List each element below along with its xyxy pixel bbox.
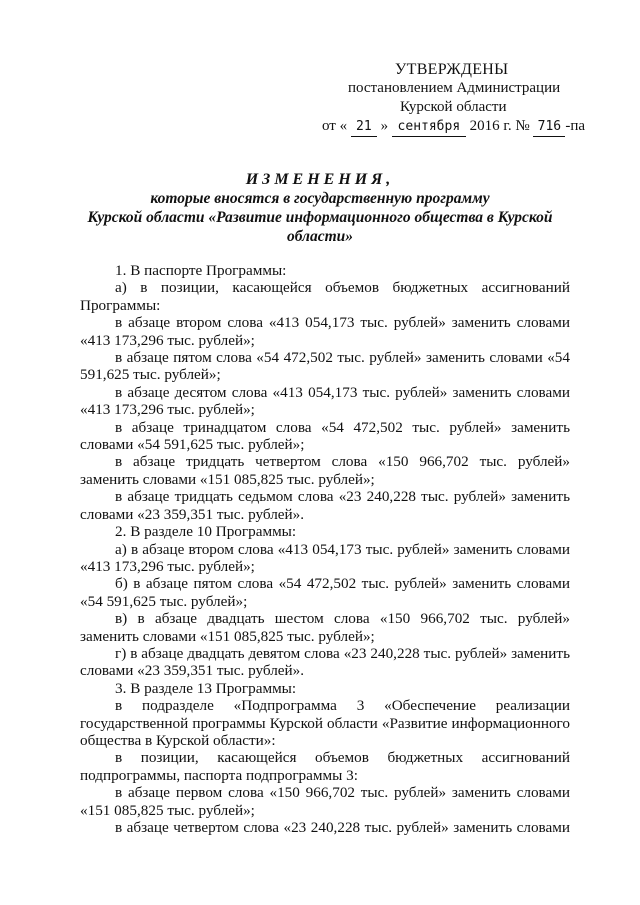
title-sub-3: области» — [286, 228, 354, 245]
paragraph: в абзаце четвертом слова «23 240,228 тыс. рублей» заменить словами — [115, 819, 570, 836]
title-sub-1: которые вносятся в государственную программу — [150, 190, 490, 207]
approval-line-region: Курской области — [400, 99, 507, 115]
date-day: 21 — [351, 117, 377, 137]
paragraph: в абзаце десятом слова «413 054,173 тыс. рублей» заменить словами «413 173,296 тыс. рублей»; — [80, 383, 570, 419]
document-title — [80, 170, 560, 246]
paragraph: в абзаце тридцать четвертом слова «150 966,702 тыс. рублей» заменить словами «151 085,825 тыс. рублей»; — [80, 453, 570, 488]
paragraph: 2. В разделе 10 Программы: — [115, 523, 297, 541]
decree-number: 716 — [533, 117, 565, 137]
date-prefix: от « — [322, 118, 348, 134]
approval-date-line — [300, 117, 600, 137]
date-month: сентября — [392, 117, 466, 137]
paragraph: в абзаце втором слова «413 054,173 тыс. рублей» заменить словами «413 173,296 тыс. рублей»; — [80, 314, 570, 349]
approval-block — [300, 60, 600, 137]
paragraph: 3. В разделе 13 Программы: — [115, 679, 297, 697]
decree-suffix: -па — [565, 118, 586, 134]
paragraph: 1. В паспорте Программы: — [115, 262, 287, 279]
date-year: 2016 г. № — [469, 118, 530, 134]
paragraph: в позиции, касающейся объемов бюджетных ассигнований подпрограммы, паспорта подпрограммы 3: — [80, 749, 570, 784]
paragraph: в абзаце тринадцатом слова «54 472,502 тыс. рублей» заменить словами «54 591,625 тыс. рублей»; — [80, 418, 570, 454]
paragraph: в) в абзаце двадцать шестом слова «150 966,702 тыс. рублей» заменить словами «151 085,825 тыс. рублей»; — [80, 610, 570, 645]
paragraph: а) в позиции, касающейся объемов бюджетных ассигнований Программы: — [80, 279, 570, 314]
title-main: ИЗМЕНЕНИЯ, — [245, 171, 395, 188]
paragraph: б) в абзаце пятом слова «54 472,502 тыс. рублей» заменить словами «54 591,625 тыс. рублей»; — [80, 575, 570, 610]
date-mid: » — [380, 118, 389, 134]
document-body — [80, 262, 570, 836]
title-sub-2: Курской области «Развитие информационного общества в Курской — [87, 209, 553, 226]
approval-heading: УТВЕРЖДЕНЫ — [395, 61, 509, 78]
paragraph: в абзаце тридцать седьмом слова «23 240,228 тыс. рублей» заменить словами «23 359,351 тыс. рублей». — [80, 488, 570, 523]
paragraph: в подразделе «Подпрограмма 3 «Обеспечение реализации государственной программы Курской области «Развитие информационного общества в Курской области»: — [80, 697, 570, 749]
paragraph: а) в абзаце втором слова «413 054,173 тыс. рублей» заменить словами «413 173,296 тыс. рублей»; — [80, 540, 570, 575]
approval-line-decree: постановлением Администрации — [348, 80, 561, 96]
paragraph: в абзаце первом слова «150 966,702 тыс. рублей» заменить словами «151 085,825 тыс. рублей»; — [80, 784, 570, 819]
paragraph: в абзаце пятом слова «54 472,502 тыс. рублей» заменить словами «54 591,625 тыс. рублей»; — [80, 349, 570, 384]
paragraph: г) в абзаце двадцать девятом слова «23 240,228 тыс. рублей» заменить словами «23 359,351 тыс. рублей». — [80, 644, 570, 680]
